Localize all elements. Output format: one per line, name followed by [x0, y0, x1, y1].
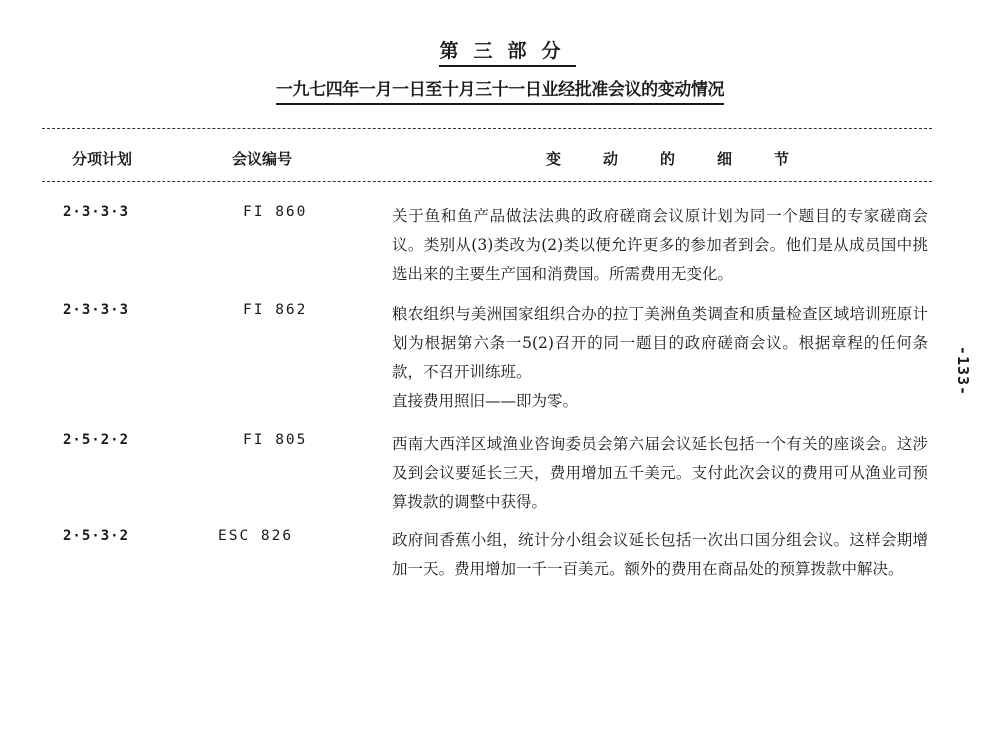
header-bottom-rule	[42, 181, 932, 182]
row-meeting-code: FI 860	[243, 204, 308, 220]
column-header-meeting-code: 会议编号	[232, 150, 293, 168]
column-header-details: 变动的细节	[546, 150, 832, 168]
column-header-programme: 分项计划	[72, 150, 133, 168]
page-number-text: -133-	[954, 345, 972, 397]
row-detail-paragraph: 直接费用照旧——即为零。	[392, 392, 579, 410]
row-detail-paragraph: 西南大西洋区域渔业咨询委员会第六届会议延长包括一个有关的座谈会。这涉及到会议要延长三天，费用增加五千美元。支付此次会议的费用可从渔业司预算拨款的调整中获得。	[392, 435, 928, 511]
row-detail-paragraph: 粮农组织与美洲国家组织合办的拉丁美洲鱼类调查和质量检查区域培训班原计划为根据第六条一5(2)召开的同一题目的政府磋商会议。根据章程的任何条款，不召开训练班。	[392, 305, 928, 381]
row-meeting-code: ESC 826	[218, 528, 294, 544]
row-meeting-code: FI 805	[243, 432, 308, 448]
row-detail-paragraph: 政府间香蕉小组，统计分小组会议延长包括一次出口国分组会议。这样会期增加一天。费用增加一千一百美元。额外的费用在商品处的预算拨款中解决。	[392, 531, 928, 578]
row-meeting-code: FI 862	[243, 302, 308, 318]
row-programme: 2·5·3·2	[63, 528, 130, 544]
document-subtitle: 一九七四年一月一日至十月三十一日业经批准会议的变动情况	[0, 75, 1000, 100]
page-number	[940, 336, 980, 406]
row-details	[392, 202, 928, 289]
header-top-rule	[42, 128, 932, 129]
row-details	[392, 526, 928, 584]
row-detail-paragraph: 关于鱼和鱼产品做法法典的政府磋商会议原计划为同一个题目的专家磋商会议。类别从(3)类改为(2)类以便允许更多的参加者到会。他们是从成员国中挑选出来的主要生产国和消费国。所需费用无变化。	[392, 207, 928, 283]
row-programme: 2·5·2·2	[63, 432, 130, 448]
row-details	[392, 300, 928, 416]
row-programme: 2·3·3·3	[63, 302, 130, 318]
part-title: 第三部分	[0, 36, 1000, 63]
row-programme: 2·3·3·3	[63, 204, 130, 220]
row-details	[392, 430, 928, 517]
